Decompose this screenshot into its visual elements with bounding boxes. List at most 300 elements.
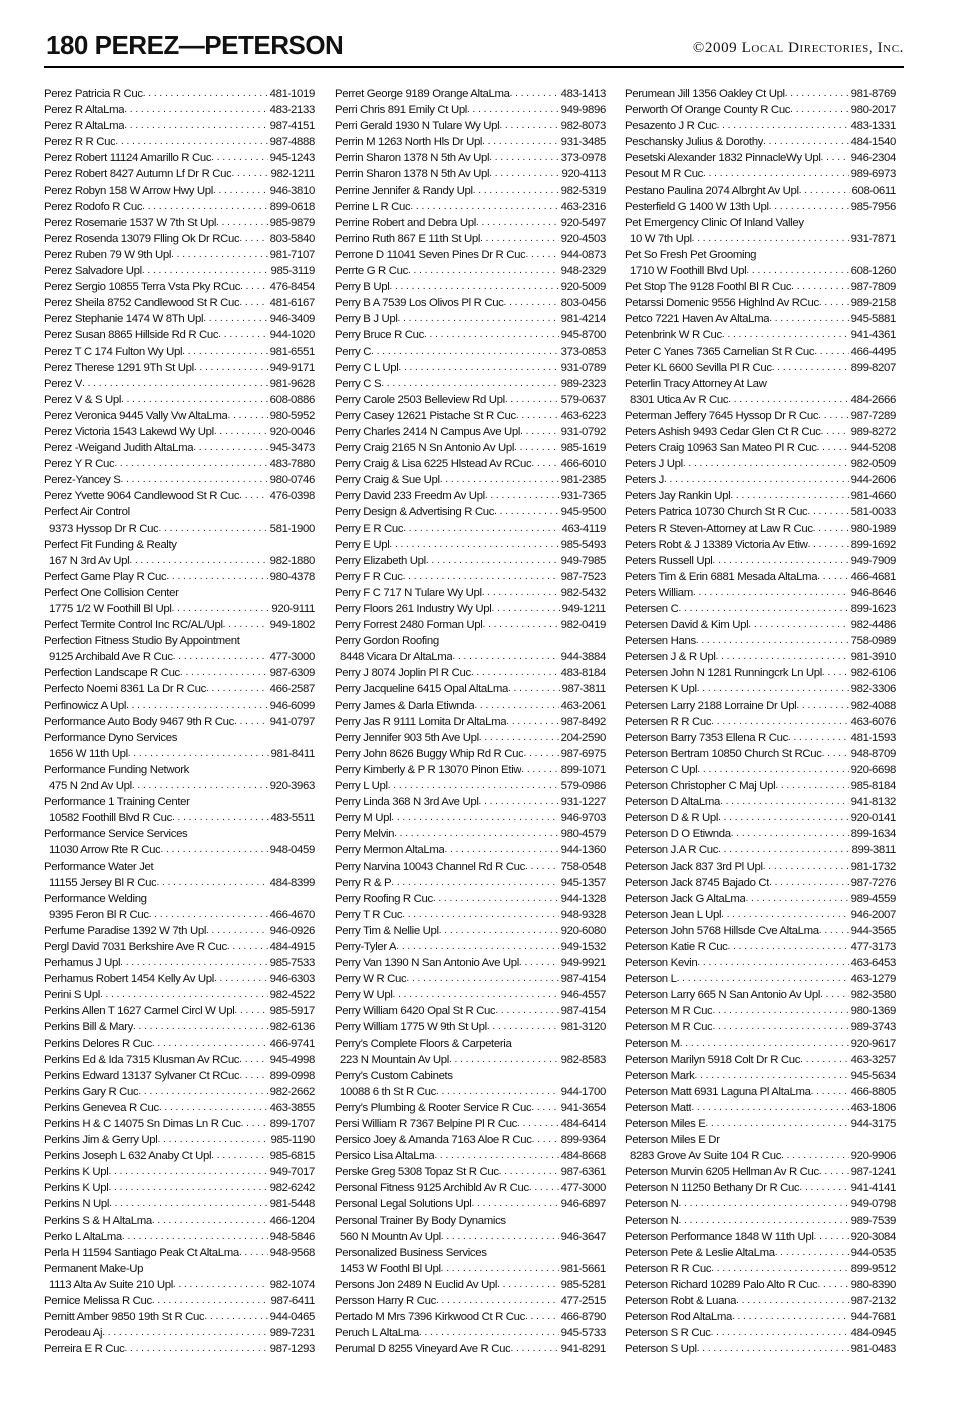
entry-name: Perry Jacqueline 6415 Opal AltaLma [335, 683, 508, 696]
entry-phone: 803-0456 [560, 297, 606, 310]
dot-leader [388, 778, 559, 794]
entry-phone: 581-1900 [269, 522, 315, 535]
entry-phone: 989-4559 [850, 892, 896, 905]
dot-leader [371, 344, 559, 360]
directory-entry [335, 698, 606, 714]
directory-entry [44, 472, 315, 488]
dot-leader [817, 440, 849, 456]
entry-name: Perry William 1775 W 9th St Upl [335, 1021, 487, 1034]
dot-leader [231, 166, 268, 182]
directory-column-2 [335, 86, 606, 1357]
directory-entry [44, 810, 315, 826]
dot-leader [521, 762, 558, 778]
directory-entry-heading: Personal Trainer By Body Dynamics [335, 1214, 506, 1227]
entry-name: Perrone D 11041 Seven Pines Dr R Cuc [335, 248, 526, 261]
entry-phone: 944-1700 [560, 1085, 606, 1098]
entry-phone: 989-8272 [850, 425, 896, 438]
entry-phone: 987-7523 [560, 570, 606, 583]
entry-name: Perfecto Noemi 8361 La Dr R Cuc [44, 683, 206, 696]
entry-phone: 945-5634 [850, 1069, 896, 1082]
dot-leader [109, 1196, 268, 1212]
entry-name: Perrino Ruth 867 E 11th St Upl [335, 232, 481, 245]
entry-phone: 980-4378 [269, 570, 315, 583]
directory-entry [625, 102, 896, 118]
directory-entry [625, 521, 896, 537]
directory-entry [625, 1068, 896, 1084]
directory-entry [625, 360, 896, 376]
dot-leader [769, 311, 848, 327]
entry-phone: 476-0398 [269, 490, 315, 503]
entry-name: Petersen K Upl [625, 683, 697, 696]
dot-leader [398, 311, 559, 327]
dot-leader [234, 1003, 267, 1019]
entry-phone: 920-3963 [269, 780, 315, 793]
directory-entry [44, 150, 315, 166]
entry-phone: 981-6551 [269, 345, 315, 358]
entry-phone: 989-7539 [850, 1214, 896, 1227]
directory-entry [625, 311, 896, 327]
dot-leader [480, 231, 559, 247]
dot-leader [677, 971, 849, 987]
entry-name: Perrine Robert and Debra Upl [335, 216, 476, 229]
entry-name: Perez Rosenda 13079 Flling Ok Dr RCuc [44, 232, 240, 245]
directory-entry [625, 1100, 896, 1116]
dot-leader [680, 1036, 849, 1052]
directory-entry [44, 681, 315, 697]
entry-name: Pesazento J R Cuc [625, 120, 717, 133]
entry-name: Perry Floors 261 Industry Wy Upl [335, 603, 492, 615]
entry-name: Persico Joey & Amanda 7163 Aloe R Cuc [335, 1134, 532, 1147]
entry-name: Peters William [625, 586, 693, 599]
directory-entry [625, 585, 896, 601]
directory-entry [335, 360, 606, 376]
dot-leader [712, 1003, 848, 1019]
directory-entry [625, 681, 896, 697]
dot-leader [785, 86, 849, 102]
directory-entry [625, 166, 896, 182]
dot-leader [717, 118, 849, 134]
entry-phone: 941-4361 [850, 329, 896, 342]
entry-name: Pergl David 7031 Berkshire Ave R Cuc [44, 940, 227, 953]
directory-entry [335, 1229, 606, 1245]
dot-leader [505, 392, 559, 408]
dot-leader [696, 633, 849, 649]
dot-leader [121, 392, 268, 408]
directory-entry [335, 456, 606, 472]
dot-leader [172, 810, 269, 826]
directory-entry [335, 1325, 606, 1341]
directory-entry [625, 488, 896, 504]
dot-leader [514, 440, 559, 456]
dot-leader [234, 714, 268, 730]
entry-name: Perry B Upl [335, 281, 390, 294]
entry-phone: 980-0746 [269, 474, 315, 487]
entry-phone: 899-8207 [850, 361, 896, 374]
directory-entry [335, 1019, 606, 1035]
entry-name: 11030 Arrow Rte R Cuc [49, 844, 161, 857]
directory-entry [625, 762, 896, 778]
dot-leader [452, 649, 558, 665]
entry-name: Perry W R Cuc [335, 973, 407, 986]
dot-leader [821, 424, 849, 440]
entry-name: Perry Carole 2503 Belleview Rd Upl [335, 393, 505, 406]
dot-leader [240, 279, 268, 295]
directory-entry [625, 1293, 896, 1309]
entry-phone: 944-3175 [850, 1118, 896, 1130]
entry-name: Peterson D & R Upl [625, 812, 719, 825]
entry-name: Peters R Steven-Attorney at Law R Cuc [625, 522, 813, 535]
dot-leader [402, 907, 558, 923]
entry-phone: 373-0853 [560, 345, 606, 358]
dot-leader [471, 665, 559, 681]
dot-leader [525, 247, 558, 263]
dot-leader [822, 665, 849, 681]
entry-name: Perez Patricia R Cuc [44, 88, 143, 100]
directory-entry [625, 440, 896, 456]
entry-phone: 987-8492 [560, 715, 606, 728]
dot-leader [160, 842, 267, 858]
dot-leader [482, 134, 559, 150]
entry-name: Perry E R Cuc [335, 522, 404, 535]
dot-leader [125, 1341, 268, 1357]
entry-name: Perez Rodofo R Cuc [44, 200, 143, 213]
directory-entry [335, 681, 606, 697]
entry-phone: 944-0535 [850, 1246, 896, 1259]
directory-entry [625, 1180, 896, 1196]
directory-entry [335, 392, 606, 408]
directory-entry-heading: Performance Funding Network [44, 763, 190, 776]
entry-name: Peterson D AltaLma [625, 796, 721, 809]
dot-leader [487, 1019, 559, 1035]
directory-entry [44, 311, 315, 327]
entry-name: Perry James & Darla Etiwnda [335, 699, 475, 712]
directory-entry [44, 939, 315, 955]
entry-phone: 987-6309 [269, 667, 315, 680]
dot-leader [811, 1084, 849, 1100]
entry-phone: 982-1074 [269, 1278, 315, 1291]
entry-phone: 466-1204 [269, 1214, 315, 1227]
directory-entry [625, 987, 896, 1003]
copyright-notice: ©2009 Local Directories, Inc. [692, 40, 904, 56]
entry-name: Perla H 11594 Santiago Peak Ct AltaLma [44, 1246, 239, 1259]
directory-entry [44, 1116, 315, 1132]
directory-entry [44, 1148, 315, 1164]
directory-entry [44, 134, 315, 150]
entry-name: Perez Susan 8865 Hillside Rd R Cuc [44, 329, 219, 342]
entry-phone: 949-9171 [269, 361, 315, 374]
entry-phone: 484-8668 [560, 1150, 606, 1163]
entry-name: Perkins Gary R Cuc [44, 1085, 139, 1098]
dot-leader [693, 585, 849, 601]
directory-entry [625, 295, 896, 311]
directory-entry-heading: Perry’s Complete Floors & Carpeteria [335, 1037, 512, 1050]
entry-phone: 944-1020 [269, 329, 315, 342]
directory-entry [44, 553, 315, 569]
directory-entry [44, 408, 315, 424]
entry-phone: 931-3485 [560, 136, 606, 149]
entry-name: 167 N 3rd Av Upl [49, 554, 130, 567]
entry-name: Perrine L R Cuc [335, 200, 411, 213]
entry-name: Perry David 233 Freedm Av Upl [335, 490, 485, 503]
dot-leader [239, 1068, 267, 1084]
directory-entry [335, 746, 606, 762]
dot-leader [523, 746, 558, 762]
entry-name: 10582 Foothill Blvd R Cuc [49, 812, 172, 825]
directory-entry-heading: Perfect One Collision Center [44, 586, 179, 599]
directory-entry [44, 1293, 315, 1309]
entry-phone: 987-1241 [850, 1166, 896, 1179]
dot-leader [102, 1325, 267, 1341]
entry-phone: 985-5281 [560, 1278, 606, 1291]
entry-phone: 944-5208 [850, 442, 896, 455]
dot-leader [718, 842, 849, 858]
directory-entry [335, 504, 606, 520]
entry-name: Perez V & S Upl [44, 393, 122, 406]
entry-name: Perry Roofing R Cuc [335, 892, 433, 905]
entry-phone: 987-4154 [560, 973, 606, 986]
entry-name: Perez Salvadore Upl [44, 265, 142, 278]
entry-phone: 980-1989 [850, 522, 896, 535]
entry-phone: 899-1623 [850, 603, 896, 615]
entry-name: Perfinowicz A Upl [44, 699, 127, 712]
directory-entry [335, 311, 606, 327]
entry-phone: 920-0046 [269, 425, 315, 438]
entry-name: Perrin M 1263 North Hls Dr Upl [335, 136, 483, 149]
directory-entry [44, 1019, 315, 1035]
entry-phone: 982-0419 [560, 619, 606, 632]
entry-name: Perry L Upl [335, 780, 388, 793]
entry-name: 560 N Mountn Av Upl [340, 1230, 441, 1243]
entry-phone: 982-6106 [850, 667, 896, 680]
dot-leader [822, 746, 849, 762]
dot-leader [171, 247, 268, 263]
entry-phone: 946-9703 [560, 812, 606, 825]
directory-entry [44, 1309, 315, 1325]
entry-name: Persson Harry R Cuc [335, 1295, 436, 1308]
entry-name: Peters Craig 10963 San Mateo Pl R Cuc [625, 442, 817, 455]
entry-phone: 949-7985 [560, 554, 606, 567]
entry-name: Perry W Upl [335, 989, 393, 1002]
directory-entry-heading: Peterlin Tracy Attorney At Law [625, 377, 767, 390]
directory-entry [335, 344, 606, 360]
entry-phone: 920-0141 [850, 812, 896, 825]
entry-phone: 985-1619 [560, 442, 606, 455]
directory-entry [625, 891, 896, 907]
dot-leader [166, 569, 267, 585]
entry-name: Peterson M R Cuc [625, 1021, 713, 1034]
directory-entry [625, 1116, 896, 1132]
entry-phone: 945-4998 [269, 1053, 315, 1066]
dot-leader [807, 504, 848, 520]
dot-leader [152, 1293, 269, 1309]
entry-name: Perry Design & Advertising R Cuc [335, 506, 495, 519]
entry-name: Perkins Jim & Gerry Upl [44, 1134, 158, 1147]
entry-name: Peterson Barry 7353 Ellena R Cuc [625, 731, 788, 744]
entry-phone: 981-8411 [270, 747, 315, 760]
directory-entry [335, 102, 606, 118]
entry-phone: 483-8184 [560, 667, 606, 680]
entry-phone: 987-1293 [269, 1343, 315, 1356]
entry-name: Petersen J & R Upl [625, 651, 716, 664]
dot-leader [517, 1116, 559, 1132]
entry-name: Perez Sheila 8752 Candlewood St R Cuc [44, 297, 240, 310]
entry-name: Performance Auto Body 9467 9th R Cuc [44, 715, 235, 728]
entry-phone: 948-9568 [269, 1246, 315, 1259]
dot-leader [120, 955, 268, 971]
entry-name: Perry Jas R 9111 Lomita Dr AltaLma [335, 715, 507, 728]
entry-name: Perkins Delores R Cuc [44, 1037, 152, 1050]
entry-name: Perkins H & C 14075 Sn Dimas Ln R Cuc [44, 1118, 241, 1130]
entry-phone: 483-1331 [850, 120, 896, 133]
directory-entry [44, 1164, 315, 1180]
directory-entry [625, 714, 896, 730]
directory-entry [44, 1213, 315, 1229]
entry-phone: 463-6076 [850, 715, 896, 728]
directory-entry [625, 456, 896, 472]
entry-phone: 579-0637 [560, 393, 606, 406]
directory-entry [44, 376, 315, 392]
entry-name: Peterson Kevin [625, 957, 698, 970]
dot-leader [426, 553, 559, 569]
directory-entry [625, 794, 896, 810]
dot-leader [720, 794, 849, 810]
dot-leader [206, 681, 268, 697]
entry-name: Peters Ashish 9493 Cedar Glen Ct R Cuc [625, 425, 821, 438]
entry-name: Perry C [335, 345, 372, 358]
dot-leader [203, 311, 267, 327]
dot-leader [389, 537, 558, 553]
entry-name: Persico Lisa AltaLma [335, 1150, 435, 1163]
entry-name: Peter KL 6600 Sevilla Pl R Cuc [625, 361, 772, 374]
entry-phone: 579-0986 [560, 780, 606, 793]
entry-name: Peters J [625, 474, 664, 487]
entry-name: Perez Yvette 9064 Candlewood St R Cuc [44, 490, 240, 503]
entry-name: 9373 Hyssop Dr R Cuc [49, 522, 159, 535]
entry-name: Perry Craig & Lisa 6225 Hlstead Av RCuc [335, 458, 532, 471]
entry-phone: 920-9111 [271, 603, 315, 615]
entry-phone: 463-4119 [561, 522, 606, 535]
dot-leader [391, 810, 558, 826]
entry-phone: 982-6242 [269, 1182, 315, 1195]
entry-name: Pesetski Alexander 1832 PinnacleWy Upl [625, 152, 821, 165]
entry-name: Perrin Sharon 1378 N 5th Av Upl [335, 152, 490, 165]
entry-phone: 463-1279 [850, 973, 896, 986]
entry-phone: 920-3084 [850, 1230, 896, 1243]
entry-phone: 982-1880 [269, 554, 315, 567]
entry-phone: 985-6815 [269, 1150, 315, 1163]
dot-leader [683, 456, 849, 472]
directory-entry [44, 199, 315, 215]
directory-entry [335, 859, 606, 875]
entry-name: Peters J Upl [625, 458, 683, 471]
entry-phone: 949-0798 [850, 1198, 896, 1211]
entry-phone: 980-8390 [850, 1278, 896, 1291]
dot-leader [695, 1068, 849, 1084]
directory-entry [335, 472, 606, 488]
directory-entry [44, 714, 315, 730]
directory-entry [625, 1036, 896, 1052]
entry-name: Perez-Yancey S [44, 474, 121, 487]
dot-leader [678, 601, 848, 617]
entry-name: 1453 W Foothl Bl Upl [340, 1262, 441, 1275]
directory-entry [335, 553, 606, 569]
dot-leader [722, 327, 849, 343]
dot-leader [799, 183, 850, 199]
entry-phone: 987-7289 [850, 409, 896, 422]
entry-name: Perez Sergio 10855 Terra Vsta Pky RCuc [44, 281, 241, 294]
directory-entry [625, 327, 896, 343]
directory-entry [625, 810, 896, 826]
entry-name: Perry F C 717 N Tulare Wy Upl [335, 586, 482, 599]
directory-entry [625, 778, 896, 794]
entry-name: Pesout M R Cuc [625, 168, 704, 181]
entry-phone: 477-3173 [850, 940, 896, 953]
entry-name: Perri Gerald 1930 N Tulare Wy Upl [335, 120, 500, 133]
dot-leader [485, 488, 559, 504]
entry-phone: 483-2133 [269, 104, 315, 117]
directory-entry [335, 118, 606, 134]
dot-leader [718, 810, 849, 826]
entry-phone: 581-0033 [850, 506, 896, 519]
directory-entry-heading: Perry’s Custom Cabinets [335, 1069, 453, 1082]
entry-name: Perez Stephanie 1474 W 8Th Upl [44, 313, 204, 326]
entry-phone: 463-6453 [850, 957, 896, 970]
entry-phone: 981-7107 [269, 248, 315, 261]
entry-phone: 931-7871 [850, 232, 896, 245]
dot-leader [408, 263, 559, 279]
entry-name: Perfume Paradise 1392 W 7th Upl [44, 924, 206, 937]
entry-name: Perez Therese 1291 9Th St Upl [44, 361, 194, 374]
entry-name: Peterson S Upl [625, 1343, 697, 1356]
entry-phone: 982-4088 [850, 699, 896, 712]
entry-name: 223 N Mountain Av Upl [340, 1053, 449, 1066]
entry-name: Perry Kimberly & P R 13070 Pinon Etiw [335, 763, 522, 776]
directory-entry [44, 1196, 315, 1212]
directory-entry [335, 199, 606, 215]
entry-name: Peterson Jean L Upl [625, 908, 722, 921]
directory-entry [44, 1132, 315, 1148]
dot-leader [531, 456, 558, 472]
entry-phone: 931-0789 [560, 361, 606, 374]
entry-name: Peterson John 5768 Hillsde Cve AltaLma [625, 924, 819, 937]
dot-leader [516, 408, 559, 424]
directory-entry-heading: Perfect Fit Funding & Realty [44, 538, 177, 551]
directory-entry-heading: Perfect Air Control [44, 506, 130, 519]
entry-name: 9125 Archibald Ave R Cuc [49, 651, 173, 664]
directory-entry [44, 1052, 315, 1068]
dot-leader [403, 521, 559, 537]
directory-entry [625, 617, 896, 633]
entry-phone: 949-1532 [560, 940, 606, 953]
dot-leader [497, 1277, 559, 1293]
directory-entry [625, 569, 896, 585]
entry-phone: 484-0945 [850, 1327, 896, 1340]
dot-leader [697, 762, 848, 778]
directory-entry [44, 456, 315, 472]
directory-entry [335, 762, 606, 778]
dot-leader [721, 907, 849, 923]
directory-entry [335, 488, 606, 504]
directory-entry [44, 1100, 315, 1116]
directory-entry [44, 601, 315, 617]
dot-leader [124, 118, 267, 134]
entry-phone: 608-0886 [269, 393, 315, 406]
directory-entry [44, 102, 315, 118]
entry-phone: 980-2017 [850, 104, 896, 117]
dot-leader [508, 681, 560, 697]
directory-entry [335, 521, 606, 537]
entry-name: Perry Casey 12621 Pistache St R Cuc [335, 409, 516, 422]
